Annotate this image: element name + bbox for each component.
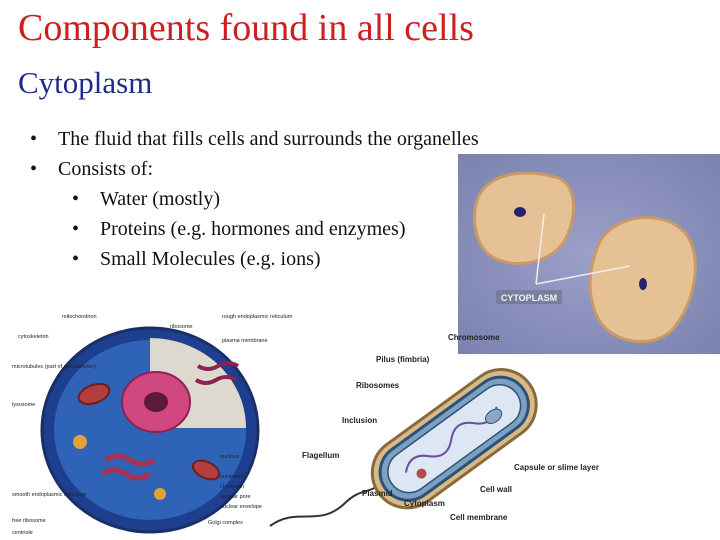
sub-bullet-item xyxy=(72,214,479,244)
sub-bullet-item xyxy=(72,184,479,214)
sub-bullet-text: Small Molecules (e.g. ions) xyxy=(100,248,321,270)
label-plasma-membrane: plasma membrane xyxy=(222,338,268,344)
sub-bullet-text: Proteins (e.g. hormones and enzymes) xyxy=(100,218,406,240)
label-nucleus: nucleus xyxy=(220,454,239,460)
label-ribosome: ribosome xyxy=(170,324,193,330)
bullet-list xyxy=(30,124,479,274)
sub-bullet-item xyxy=(72,244,479,274)
label-nuclear-envelope: nuclear envelope xyxy=(220,504,262,510)
bullet-dot: • xyxy=(72,218,80,240)
cell-shape xyxy=(475,173,574,264)
cytoplasm-micrograph xyxy=(458,154,720,354)
label-chromosome: Chromosome xyxy=(448,333,500,342)
label-ribosomes: Ribosomes xyxy=(356,381,400,390)
label-lysosome: lysosome xyxy=(12,402,36,408)
lysosome xyxy=(154,488,166,500)
label-centriole: centriole xyxy=(12,530,33,536)
label-cell-wall: Cell wall xyxy=(480,485,513,494)
bullet-dot: • xyxy=(30,128,38,150)
slide-title: Components found in all cells xyxy=(18,7,474,49)
label-cytoskeleton: cytoskeleton xyxy=(18,334,49,340)
bullet-dot: • xyxy=(72,248,80,270)
label-mitochondrion: mitochondrion xyxy=(62,314,97,320)
label-flagellum: Flagellum xyxy=(302,451,340,460)
bullet-item xyxy=(30,124,479,154)
bullet-item xyxy=(30,154,479,184)
lysosome xyxy=(73,435,87,449)
label-plasmid: Plasmid xyxy=(362,489,393,498)
label-pilus: Pilus (fimbria) xyxy=(376,355,430,364)
bullet-text: Consists of: xyxy=(58,158,154,180)
label-capsule: Capsule or slime layer xyxy=(514,463,599,472)
label-cytoplasm: Cytoplasm xyxy=(404,499,445,508)
bullet-dot: • xyxy=(30,158,38,180)
flagellum xyxy=(270,480,384,526)
animal-cell-diagram xyxy=(10,310,293,538)
label-cell-membrane: Cell membrane xyxy=(450,513,508,522)
label-rough-er: rough endoplasmic reticulum xyxy=(222,314,293,320)
label-inclusion: Inclusion xyxy=(342,416,378,425)
bacterium-diagram xyxy=(258,330,599,540)
sub-bullet-text: Water (mostly) xyxy=(100,188,221,210)
bullet-dot: • xyxy=(72,188,80,210)
label-microtubules: microtubules (part of cytoskeleton) xyxy=(12,364,97,370)
cell-nucleus xyxy=(639,278,647,290)
label-smooth-er: smooth endoplasmic reticulum xyxy=(12,492,87,498)
bullet-text: The fluid that fills cells and surrounds the organelles xyxy=(58,128,479,150)
nucleolus xyxy=(144,392,168,412)
label-nucleolus: nucleolus xyxy=(220,474,244,480)
label-chromatin: chromatin xyxy=(220,484,245,490)
label-nuclear-pore: nuclear pore xyxy=(220,494,251,500)
label-free-ribosome: free ribosome xyxy=(12,518,46,524)
slide-subtitle: Cytoplasm xyxy=(18,65,153,100)
micrograph-label: CYTOPLASM xyxy=(500,293,558,303)
label-golgi: Golgi complex xyxy=(208,520,243,526)
cell-nucleus xyxy=(514,207,526,217)
